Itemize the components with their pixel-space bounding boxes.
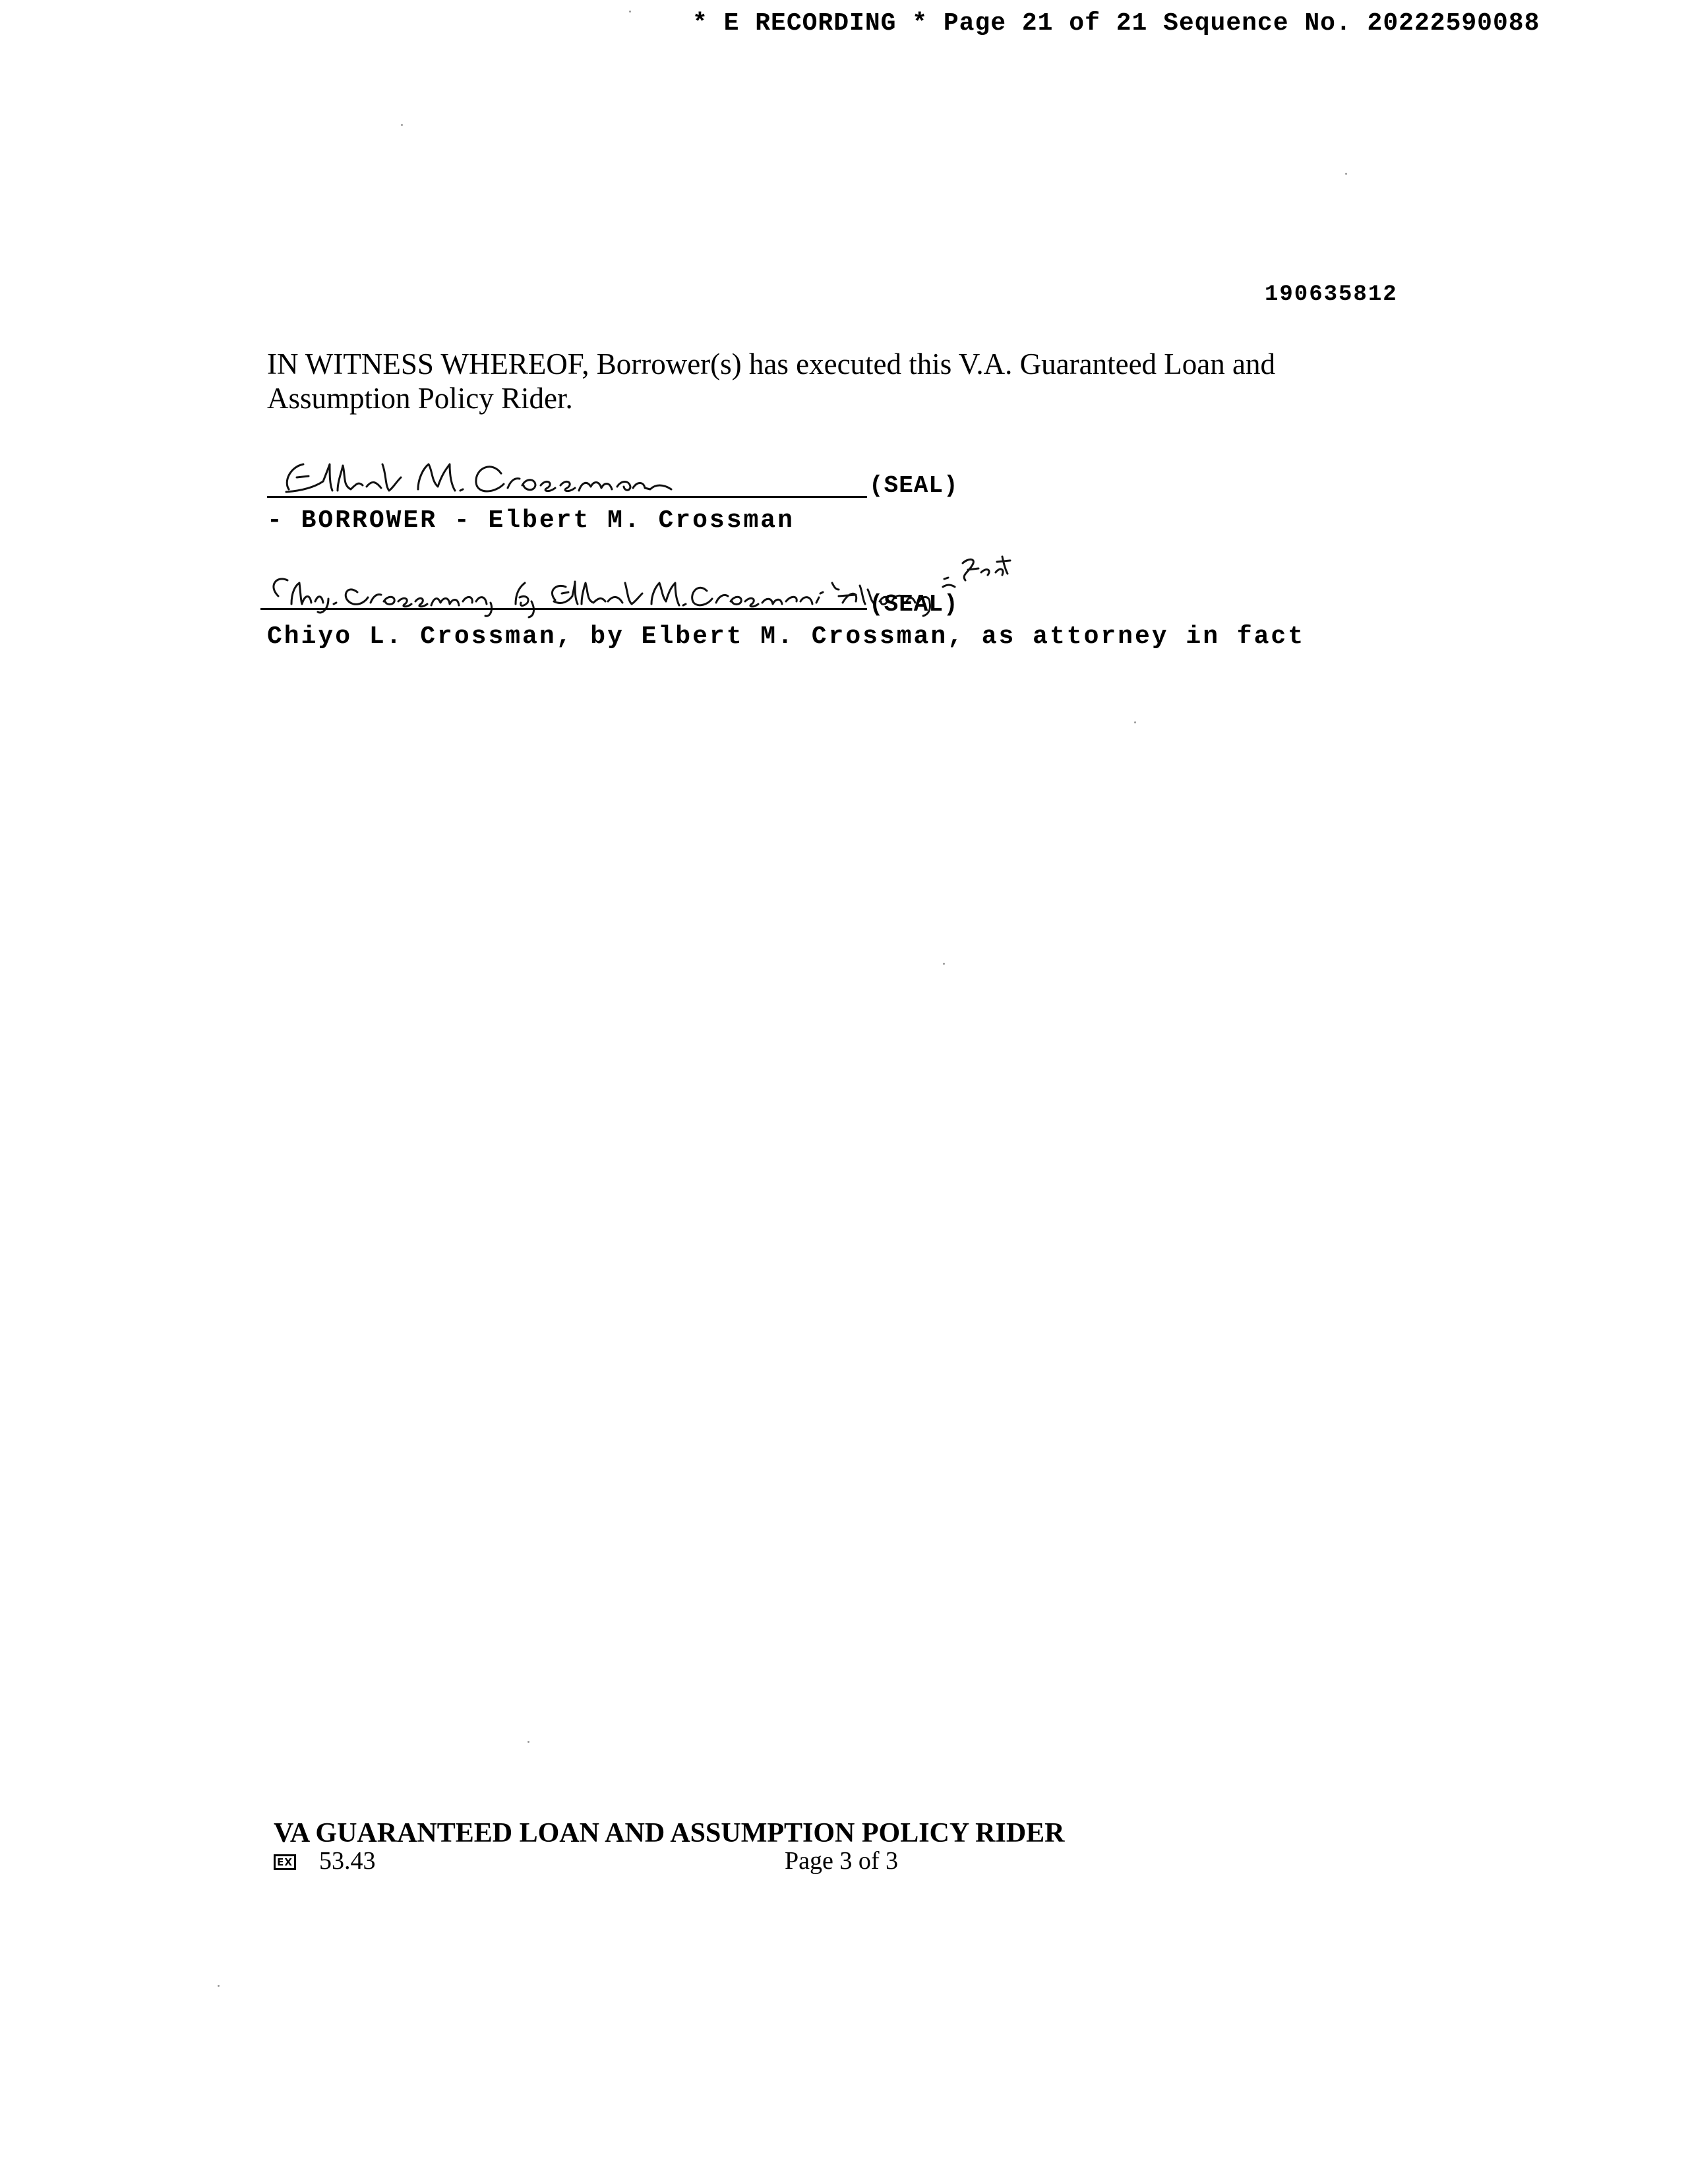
attorney-caption: Chiyo L. Crossman, by Elbert M. Crossman, as attorney in fact	[267, 622, 1306, 651]
scan-speck	[1134, 721, 1136, 723]
signature-line	[260, 608, 867, 610]
scan-speck	[943, 963, 945, 965]
seal-label: (SEAL)	[869, 472, 959, 499]
seal-label: (SEAL)	[869, 591, 959, 618]
form-title: VA GUARANTEED LOAN AND ASSUMPTION POLICY RIDER	[274, 1818, 1065, 1848]
scan-speck	[528, 1741, 529, 1743]
ex-form-icon: EX	[274, 1854, 296, 1870]
borrower-caption: - BORROWER - Elbert M. Crossman	[267, 506, 795, 535]
scan-speck	[629, 11, 631, 13]
page-indicator: Page 3 of 3	[785, 1847, 899, 1875]
scan-speck	[401, 124, 403, 126]
recording-header: * E RECORDING * Page 21 of 21 Sequence No. 20222590088	[692, 9, 1540, 38]
scan-speck	[1345, 173, 1347, 175]
witness-clause: IN WITNESS WHEREOF, Borrower(s) has executed this V.A. Guaranteed Loan and Assumption Policy Rider.	[267, 348, 1275, 415]
scan-speck	[218, 1985, 220, 1987]
form-number: 53.43	[319, 1847, 376, 1875]
loan-number: 190635812	[1265, 282, 1398, 307]
signature-line	[267, 496, 867, 498]
